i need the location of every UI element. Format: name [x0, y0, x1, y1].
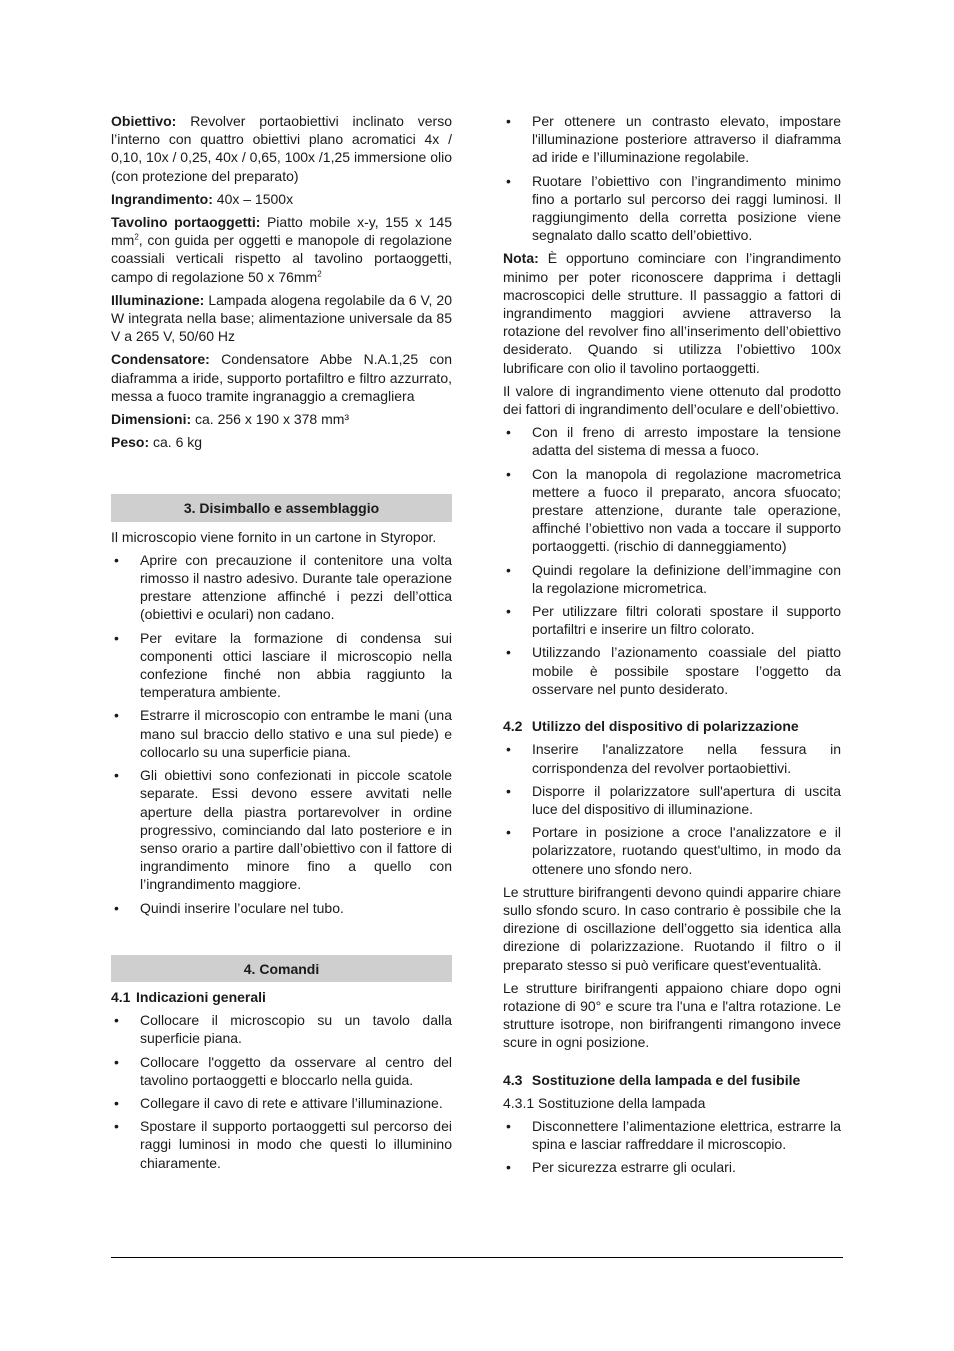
spec-text: Lampada alogena regolabile da 6 V, 20 W integrata nella base; alimentazione universale da 85 V a 265 V, 50/60 Hz: [111, 291, 452, 345]
subsection-number: 4.1: [111, 988, 131, 1005]
note-label: Nota:: [503, 250, 539, 267]
spec-ingrandimento: [111, 190, 452, 208]
bullet-icon: •: [506, 1117, 511, 1134]
list-item-text: Collocare l'oggetto da osservare al centro del tavolino portaoggetti e bloccarlo nella guida.: [140, 1053, 452, 1088]
bullet-icon: •: [506, 782, 511, 799]
list-item: [111, 706, 452, 761]
list-item-text: Disporre il polarizzatore sull'apertura di uscita luce del dispositivo di illuminazione.: [532, 782, 841, 817]
list-item: [503, 423, 841, 459]
bullet-list: [503, 1117, 841, 1177]
list-item: [111, 1053, 452, 1089]
section-heading-comandi: 4. Comandi: [111, 955, 452, 982]
list-item: [503, 602, 841, 638]
note-paragraph: [503, 249, 841, 376]
list-item-text: Inserire l'analizzatore nella fessura in corrispondenza del revolver portaobiettivi.: [532, 741, 841, 776]
list-item-text: Spostare il supporto portaoggetti sul percorso dei raggi luminosi in modo che questi lo illuminino chiaramente.: [140, 1118, 452, 1171]
subsection-heading: [503, 1071, 841, 1089]
bullet-icon: •: [506, 824, 511, 841]
list-item-text: Con la manopola di regolazione macrometrica mettere a fuoco il preparato, ancora sfuocato; prestare attenzione, durante tale operazione, affinché l’obiettivo non vada a toccare il supporto portaoggetti. (rischio di danneggiamento): [532, 465, 841, 555]
list-item-text: Ruotare l’obiettivo con l’ingrandimento minimo fino a portarlo sul percorso dei raggi luminosi. Il raggiungimento della corretta posizione viene segnalato dallo scatto dell’obiettivo.: [532, 172, 841, 244]
list-item-text: Portare in posizione a croce l'analizzatore e il polarizzatore, ruotando quest'ultimo, in modo da ottenere uno sfondo nero.: [532, 824, 841, 877]
bullet-list: [111, 551, 452, 917]
list-item: [111, 766, 452, 893]
paragraph: Le strutture birifrangenti devono quindi apparire chiare sullo sfondo scuro. In caso contrario è possibile che la direzione di oscillazione dell’oggetto sia identica alla direzione di polarizzazione. Ruotando il filtro o il preparato stesso si può verificare quest'eventualità.: [503, 883, 841, 973]
sub-subsection-heading: 4.3.1 Sostituzione della lampada: [503, 1094, 706, 1111]
spec-label: Ingrandimento:: [111, 190, 213, 207]
subsection-title: Sostituzione della lampada e del fusibile: [531, 1071, 801, 1088]
bullet-icon: •: [114, 1012, 119, 1029]
bullet-icon: •: [114, 899, 119, 916]
bullet-icon: •: [506, 424, 511, 441]
spec-obiettivo: [111, 112, 452, 185]
bullet-icon: •: [114, 1118, 119, 1135]
spec-label: Peso:: [111, 434, 150, 451]
spec-illuminazione: [111, 291, 452, 346]
spec-label: Illuminazione:: [111, 291, 205, 308]
left-column: [111, 112, 452, 1177]
list-item-text: Aprire con precauzione il contenitore una volta rimosso il nastro adesivo. Durante tale operazione prestare attenzione affinché i pezzi dell’ottica (obiettivi e oculari) non cadano.: [140, 551, 452, 623]
bullet-icon: •: [506, 465, 511, 482]
spec-dimensioni: [111, 410, 452, 428]
spec-label: Tavolino portaoggetti:: [111, 214, 261, 231]
paragraph: Le strutture birifrangenti appaiono chiare dopo ogni rotazione di 90° e scure tra l'una e l'altra rotazione. Le strutture isotrope, non birifrangenti rimangono invece scure in ogni posizione.: [503, 979, 841, 1051]
section-heading-disimballo: 3. Disimballo e assemblaggio: [111, 494, 452, 521]
list-item-text: Per evitare la formazione di condensa sui componenti ottici lasciare il microscopio nella confezione finché non abbia raggiunto la temperatura ambiente.: [140, 629, 452, 701]
list-item-text: Utilizzando l’azionamento coassiale del piatto mobile è possibile spostare l’oggetto da osservare nel punto desiderato.: [532, 644, 841, 697]
bullet-icon: •: [114, 551, 119, 568]
list-item: [503, 465, 841, 556]
list-item-text: Quindi inserire l’oculare nel tubo.: [140, 899, 344, 916]
list-item-text: Con il freno di arresto impostare la tensione adatta del sistema di messa a fuoco.: [532, 424, 841, 459]
spec-label: Condensatore:: [111, 351, 210, 368]
list-item-text: Estrarre il microscopio con entrambe le mani (una mano sul braccio dello stativo e una sul piede) e collocarlo su una superficie piana.: [140, 707, 452, 760]
footer-rule: [111, 1257, 843, 1258]
list-item: [503, 740, 841, 776]
spec-text: Condensatore Abbe N.A.1,25 con diaframma a iride, supporto portafiltro e filtro azzurrato, messa a fuoco tramite ingranaggio a cremagliera: [111, 351, 452, 404]
subsection-title: Utilizzo del dispositivo di polarizzazione: [531, 718, 799, 735]
spec-tavolino: [111, 213, 452, 286]
list-item: [111, 1117, 452, 1172]
spec-text: Revolver portaobiettivi inclinato verso l’interno con quattro obiettivi plano acromatici 4x / 0,10, 10x / 0,25, 40x / 0,65, 100x /1,25 immersione olio (con protezione del preparato): [111, 113, 452, 184]
list-item-text: Per utilizzare filtri colorati spostare il supporto portafiltri e inserire un filtro colorato.: [532, 603, 841, 638]
bullet-icon: •: [506, 172, 511, 189]
subsection-number: 4.3: [503, 1071, 523, 1088]
spec-text: ca. 6 kg: [149, 434, 203, 451]
bullet-list: [503, 112, 841, 244]
superscript: 2: [317, 268, 322, 278]
list-item: [111, 1011, 452, 1047]
spec-text: ca. 256 x 190 x 378 mm³: [191, 411, 350, 428]
bullet-icon: •: [506, 561, 511, 578]
list-item: [503, 643, 841, 698]
paragraph: Il valore di ingrandimento viene ottenuto dal prodotto dei fattori di ingrandimento dell’oculare e dell’obiettivo.: [503, 382, 841, 418]
list-item: [503, 1117, 841, 1153]
spec-text: 40x – 1500x: [212, 190, 294, 207]
bullet-list: [503, 740, 841, 877]
list-item: [111, 629, 452, 702]
list-item: [503, 823, 841, 878]
list-item-text: Quindi regolare la definizione dell’immagine con la regolazione micrometrica.: [532, 561, 841, 596]
list-item: [503, 1158, 841, 1176]
bullet-icon: •: [506, 113, 511, 129]
list-item: [503, 112, 841, 167]
list-item: [503, 782, 841, 818]
bullet-icon: •: [114, 707, 119, 724]
bullet-icon: •: [506, 741, 511, 758]
list-item-text: Per ottenere un contrasto elevato, impostare l'illuminazione posteriore attraverso il diaframma ad iride e l’illuminazione regolabile.: [532, 113, 841, 166]
subsection-title: Indicazioni generali: [136, 988, 266, 1005]
bullet-icon: •: [114, 629, 119, 646]
spec-text: Piatto mobile x-y, 155 x 145 mm: [111, 214, 453, 249]
bullet-list: [503, 423, 841, 698]
spec-text: , con guida per oggetti e manopole di regolazione coassiali verticali rispetto al tavolino portaoggetti, campo di regolazione 50 x 76mm: [111, 232, 452, 285]
spec-peso: [111, 433, 452, 451]
bullet-icon: •: [114, 1053, 119, 1070]
bullet-icon: •: [506, 1159, 511, 1176]
spec-label: Dimensioni:: [111, 411, 192, 428]
list-item: [111, 551, 452, 624]
list-item-text: Collocare il microscopio su un tavolo dalla superficie piana.: [140, 1012, 452, 1047]
bullet-icon: •: [114, 1094, 119, 1111]
list-item: [111, 1094, 452, 1112]
list-item: [503, 172, 841, 245]
bullet-icon: •: [506, 603, 511, 620]
list-item: [111, 899, 452, 917]
spec-label: Obiettivo:: [111, 113, 177, 129]
list-item-text: Collegare il cavo di rete e attivare l’illuminazione.: [140, 1094, 443, 1111]
subsection-heading: [503, 717, 841, 735]
list-item-text: Per sicurezza estrarre gli oculari.: [532, 1159, 736, 1176]
bullet-icon: •: [506, 644, 511, 661]
spec-condensatore: [111, 350, 452, 405]
subsection-heading: [111, 988, 452, 1006]
bullet-icon: •: [114, 767, 119, 784]
list-item-text: Gli obiettivi sono confezionati in piccole scatole separate. Essi devono essere avvitati nelle aperture della piastra portarevolver in ordine progressivo, cominciando dal lato posteriore e in senso orario a partire dall’obiettivo con il fattore di ingrandimento minore fino a quello con l’ingrandimento maggiore.: [140, 767, 452, 893]
bullet-list: [111, 1011, 452, 1172]
superscript: 2: [134, 232, 139, 242]
note-text: È opportuno cominciare con l’ingrandimento minimo per poter riconoscere dapprima i dettagli macroscopici delle strutture. Il passaggio a fattori di ingrandimento maggiori avviene attraverso la rotazione del revolver fino all’inserimento dell’obiettivo desiderato. Quando si utilizza l’obiettivo 100x lubrificare con olio il tavolino portaoggetti.: [503, 250, 841, 376]
subsection-number: 4.2: [503, 718, 523, 735]
section-intro: Il microscopio viene fornito in un cartone in Styropor.: [111, 528, 437, 545]
list-item: [503, 561, 841, 597]
right-column: [503, 112, 841, 1182]
list-item-text: Disconnettere l’alimentazione elettrica, estrarre la spina e lasciar raffreddare il microscopio.: [532, 1117, 841, 1153]
